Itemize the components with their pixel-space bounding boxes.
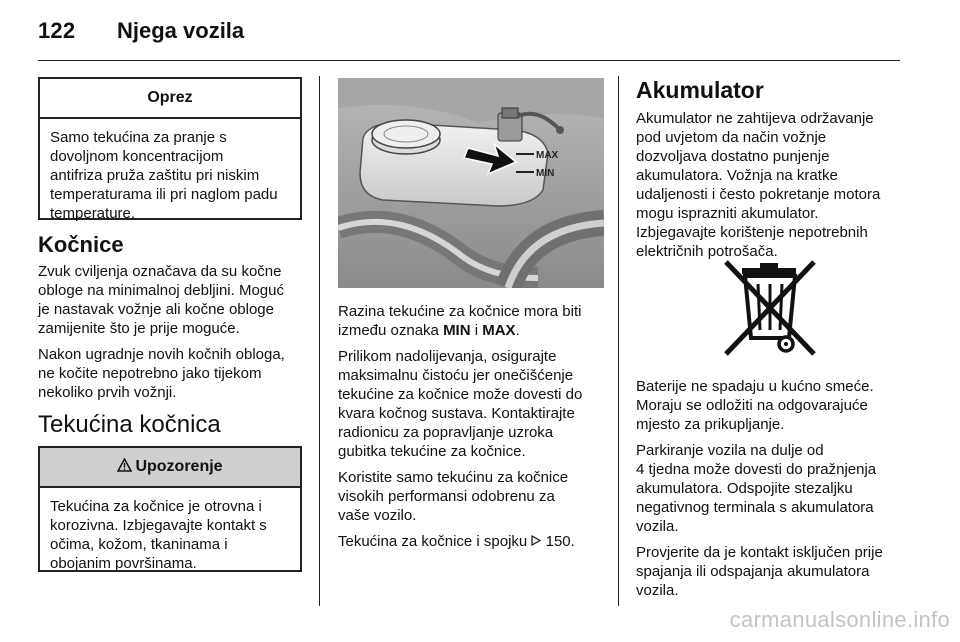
text-line: Provjerite da je kontakt isključen prije xyxy=(636,544,883,561)
fluid-type-para xyxy=(338,468,613,525)
caution-box xyxy=(38,77,302,220)
level-para xyxy=(338,302,613,340)
page-title: Njega vozila xyxy=(117,18,245,43)
battery-heading: Akumulator xyxy=(636,77,764,103)
text-line: vozila. xyxy=(636,518,679,535)
max-label: MAX xyxy=(482,322,516,339)
text-line: Nakon ugradnje novih kočnih obloga, xyxy=(38,346,285,363)
brakes-para2 xyxy=(38,345,308,402)
text-line: dozvoljava dostatno punjenje xyxy=(636,148,830,165)
caution-line: temperaturama ili pri naglom padu xyxy=(50,186,278,203)
warning-title-bar xyxy=(40,448,300,488)
battery-para4 xyxy=(636,543,916,600)
min-label: MIN xyxy=(443,322,471,339)
column-divider-left xyxy=(319,76,320,606)
text-line: Zvuk cviljenja označava da su kočne xyxy=(38,263,282,280)
text-line: radionicu za popravljanje uzroka xyxy=(338,424,554,441)
text-line: ne kočite nepotrebno jako tijekom xyxy=(38,365,262,382)
brake-fluid-text xyxy=(338,302,613,551)
watermark: carmanualsonline.info xyxy=(729,607,950,632)
brake-fluid-reservoir-figure xyxy=(338,78,604,288)
text-line: je nastavak vožnje ali kočne obloge xyxy=(38,301,274,318)
warning-line: korozivna. Izbjegavajte kontakt s xyxy=(50,517,267,534)
warning-line: Tekućina za kočnice je otrovna i xyxy=(50,498,262,515)
text-line: Koristite samo tekućinu za kočnice xyxy=(338,469,569,486)
text-fragment: Tekućina za kočnice i spojku xyxy=(338,533,532,550)
text-line: električnih potrošača. xyxy=(636,243,778,260)
page-reference-link[interactable]: 150. xyxy=(545,533,575,550)
crossed-out-wheelie-bin-icon xyxy=(718,258,822,360)
brake-fluid-heading: Tekućina kočnica xyxy=(38,411,221,438)
max-mark-label: MAX xyxy=(536,150,559,161)
battery-section xyxy=(636,77,916,261)
text-line: Prilikom nadolijevanja, osigurajte xyxy=(338,348,557,365)
text-line: Izbjegavajte korištenje nepotrebnih xyxy=(636,224,868,241)
text-line: negativnog terminala s akumulatora xyxy=(636,499,874,516)
warning-text xyxy=(40,488,300,581)
text-line: pod uvjetom da način vožnje xyxy=(636,129,827,146)
battery-para2 xyxy=(636,377,916,434)
caution-line: antifriza pruža zaštitu pri niskim xyxy=(50,167,260,184)
text-line: maksimalnu čistoću jer onečišćenje xyxy=(338,367,574,384)
text-line: Akumulator ne zahtijeva održavanje xyxy=(636,110,874,127)
caution-title: Oprez xyxy=(40,79,300,119)
text-fragment: i xyxy=(470,322,483,339)
reference-para xyxy=(338,532,613,551)
caution-line: dovoljnom koncentracijom xyxy=(50,148,224,165)
header-rule xyxy=(38,60,900,61)
text-line: udaljenosti i često pokretanje motora xyxy=(636,186,881,203)
text-line: Razina tekućine za kočnice mora biti xyxy=(338,303,582,320)
text-line: akumulatora. Odspojite stezaljku xyxy=(636,480,853,497)
text-line: mogu isprazniti akumulator. xyxy=(636,205,819,222)
text-line: akumulatora. Vožnja na kratke xyxy=(636,167,838,184)
refill-para xyxy=(338,347,613,461)
battery-para3 xyxy=(636,441,916,536)
caution-line: Samo tekućina za pranje s xyxy=(50,129,227,146)
warning-box xyxy=(38,446,302,572)
text-line: vozila. xyxy=(636,582,679,599)
text-line: nekoliko prvih vožnji. xyxy=(38,384,177,401)
warning-line: očima, kožom, tkaninama i xyxy=(50,536,228,553)
text-line: kvara kočnog sustava. Kontaktirajte xyxy=(338,405,575,422)
brakes-para1 xyxy=(38,262,308,338)
warning-triangle-icon xyxy=(117,458,132,476)
text-fragment: . xyxy=(515,322,520,339)
brakes-text xyxy=(38,262,308,402)
text-line: obloge na minimalnoj debljini. Moguć xyxy=(38,282,284,299)
warning-title: Upozorenje xyxy=(135,458,223,475)
text-line: 4 tjedna može dovesti do pražnjenja xyxy=(636,461,877,478)
caution-line: temperature. xyxy=(50,205,136,222)
brakes-heading: Kočnice xyxy=(38,232,124,257)
text-line: vaše vozilo. xyxy=(338,507,417,524)
text-line: gubitka tekućine za kočnice. xyxy=(338,443,526,460)
text-line: mjesto za prikupljanje. xyxy=(636,416,785,433)
min-mark-label: MIN xyxy=(536,168,555,179)
caution-text xyxy=(40,119,300,231)
column-divider-right xyxy=(618,76,619,606)
text-line: Moraju se odložiti na odgovarajuće xyxy=(636,397,868,414)
battery-disposal-text xyxy=(636,377,916,600)
battery-para1 xyxy=(636,109,916,261)
page-number: 122 xyxy=(38,18,76,43)
text-line: visokih performansi odobrenu za xyxy=(338,488,555,505)
page-ref-icon xyxy=(531,533,541,550)
text-line: između oznaka xyxy=(338,322,444,339)
text-line: zamijenite što je prije moguće. xyxy=(38,320,240,337)
text-line: tekućine za kočnice može dovesti do xyxy=(338,386,583,403)
text-line: Baterije ne spadaju u kućno smeće. xyxy=(636,378,874,395)
warning-line: obojanim površinama. xyxy=(50,555,197,572)
text-line: Parkiranje vozila na dulje od xyxy=(636,442,824,459)
text-line: spajanja ili odspajanja akumulatora xyxy=(636,563,870,580)
